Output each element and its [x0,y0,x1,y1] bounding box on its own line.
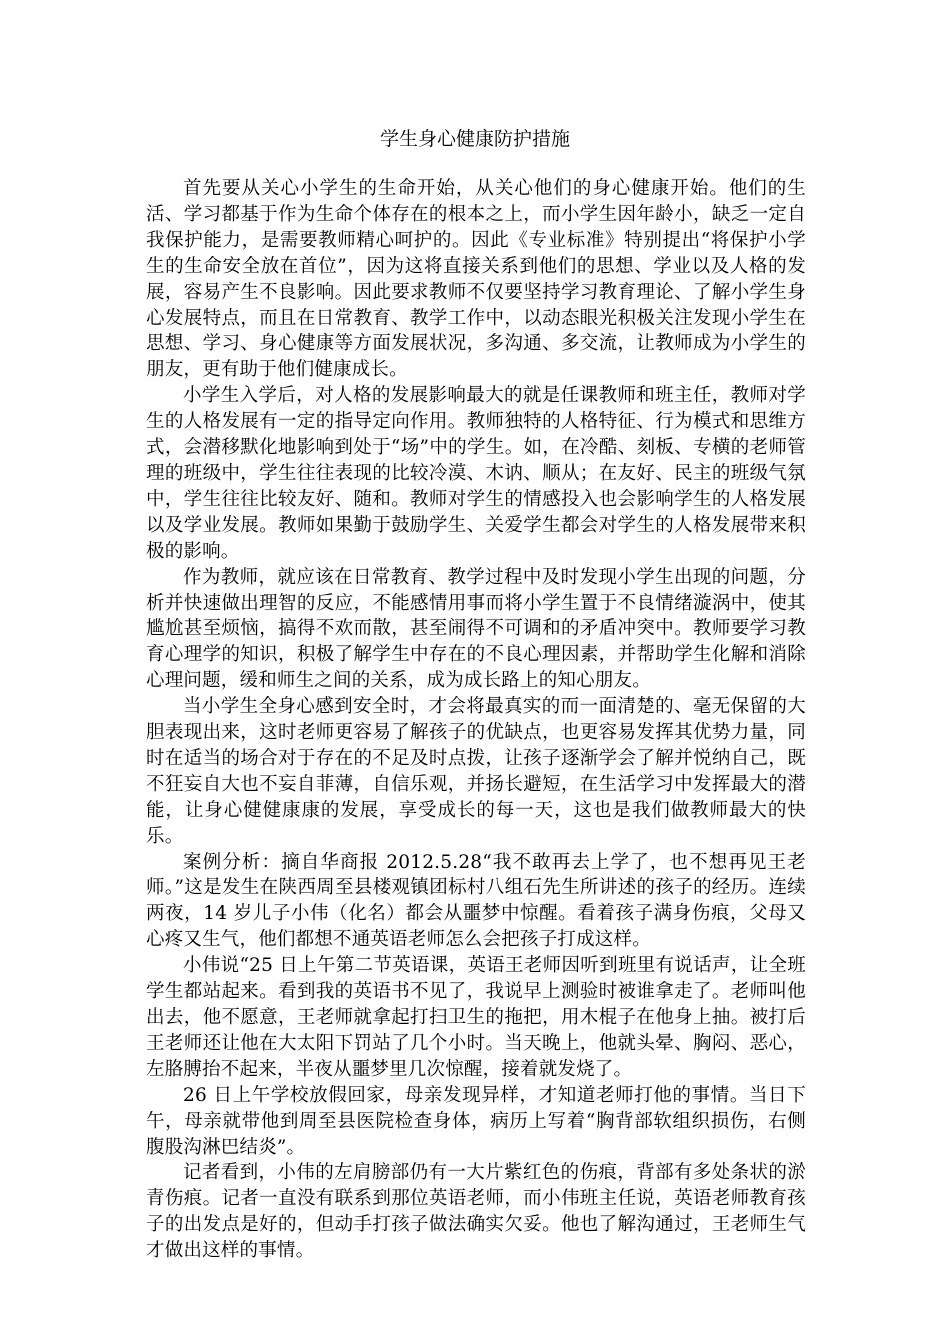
paragraph: 当小学生全身心感到安全时，才会将最真实的而一面清楚的、毫无保留的大胆表现出来，这时老师更容易了解孩子的优缺点，也更容易发挥其优势力量，同时在适当的场合对于存在的不足及时点拨，让孩子逐渐学会了解并悦纳自己，既不狂妄自大也不妄自菲薄，自信乐观，并扬长避短，在生活学习中发挥最大的潜能，让身心健健康康的发展，享受成长的每一天，这也是我们做教师最大的快乐。 [146,696,806,847]
document-title: 学生身心健康防护措施 [379,128,570,150]
paragraph: 小伟说“25 日上午第二节英语课，英语王老师因听到班里有说话声，让全班学生都站起来。看到我的英语书不见了，我说早上测验时被谁拿走了。老师叫他出去，他不愿意，王老师就拿起打扫卫生的拖把，用木棍子在他身上抽。被打后王老师还让他在大太阳下罚站了几个小时。当天晚上，他就头晕、胸闷、恶心，左胳膊抬不起来，半夜从噩梦里几次惊醒，接着就发烧了。 [146,955,806,1080]
paragraph: 作为教师，就应该在日常教育、教学过程中及时发现小学生出现的问题，分析并快速做出理智的反应，不能感情用事而将小学生置于不良情绪漩涡中，使其尴尬甚至烦恼，搞得不欢而散，甚至闹得不可调和的矛盾冲突中。教师要学习教育心理学的知识，积极了解学生中存在的不良心理因素，并帮助学生化解和消除心理问题，缓和师生之间的关系，成为成长路上的知心朋友。 [146,566,806,692]
paragraph: 首先要从关心小学生的生命开始，从关心他们的身心健康开始。他们的生活、学习都基于作为生命个体存在的根本之上，而小学生因年龄小，缺乏一定自我保护能力，是需要教师精心呵护的。因此《专业标准》特别提出“将保护小学生的生命安全放在首位”，因为这将直接关系到他们的思想、学业以及人格的发展，容易产生不良影响。因此要求教师不仅要坚持学习教育理论、了解小学生身心发展特点，而且在日常教育、教学工作中，以动态眼光积极关注发现小学生在思想、学习、身心健康等方面发展状况，多沟通、多交流，让教师成为小学生的朋友，更有助于他们健康成长。 [146,178,806,381]
paragraph: 小学生入学后，对人格的发展影响最大的就是任课教师和班主任，教师对学生的人格发展有一定的指导定向作用。教师独特的人格特征、行为模式和思维方式，会潜移默化地影响到处于“场”中的学生。如，在冷酷、刻板、专横的老师管理的班级中，学生往往表现的比较冷漠、木讷、顺从；在友好、民主的班级气氛中，学生往往比较友好、随和。教师对学生的情感投入也会影响学生的人格发展以及学业发展。教师如果勤于鼓励学生、关爱学生都会对学生的人格发展带来积极的影响。 [146,385,806,562]
paragraph: 记者看到，小伟的左肩膀部仍有一大片紫红色的伤痕，背部有多处条状的淤青伤痕。记者一直没有联系到那位英语老师，而小伟班主任说，英语老师教育孩子的出发点是好的，但动手打孩子做法确实欠妥。他也了解沟通过，王老师生气才做出这样的事情。 [146,1162,806,1262]
document-body [146,176,806,1264]
paragraph: 案例分析：摘自华商报 2012.5.28“我不敢再去上学了，也不想再见王老师。”这是发生在陕西周至县楼观镇团标村八组石先生所讲述的孩子的经历。连续两夜，14 岁儿子小伟（化名）都会从噩梦中惊醒。看着孩子满身伤痕，父母又心疼又生气，他们都想不通英语老师怎么会把孩子打成这样。 [146,851,806,951]
paragraph: 26 日上午学校放假回家，母亲发现异样，才知道老师打他的事情。当日下午，母亲就带他到周至县医院检查身体，病历上写着“胸背部软组织损伤，右侧腹股沟淋巴结炎”。 [146,1084,806,1158]
